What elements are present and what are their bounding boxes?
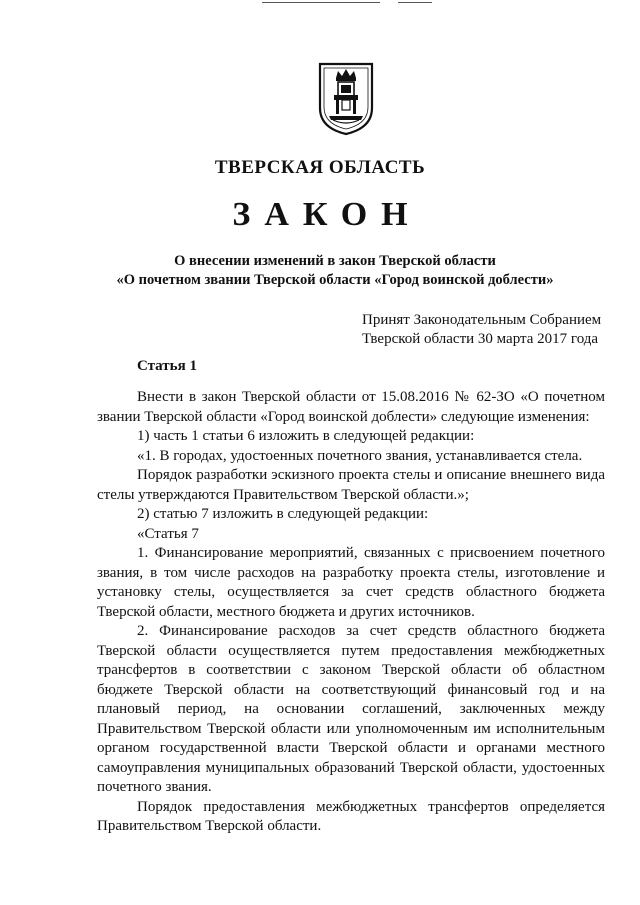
law-heading: ЗАКОН — [232, 196, 422, 233]
scan-artifact-line — [398, 2, 432, 3]
document-title — [60, 252, 610, 290]
paragraph: «Статья 7 — [137, 525, 199, 542]
tver-coat-of-arms-icon — [317, 62, 375, 136]
article-body — [97, 388, 605, 837]
adoption-line: Тверской области 30 марта 2017 года — [362, 331, 599, 347]
title-line: «О почетном звании Тверской области «Город воинской доблести» — [116, 272, 554, 288]
paragraph: «1. В городах, удостоенных почетного звания, устанавливается стела. — [137, 447, 583, 464]
paragraph: 2. Финансирование расходов за счет средств областного бюджета Тверской области осуществляется путем предоставления межбюджетных трансфертов в соответствии с законом Тверской области об областном бюджете Тверской области на соответствующий финансовый год и на плановый период, на основании соглашений, заключенных между Правительством Тверской области или уполномоченным им исполнительным органом государственной власти Тверской области и органами местного самоуправления муниципальных образований Тверской области, удостоенных почетного звания. — [97, 623, 605, 795]
region-heading: ТВЕРСКАЯ ОБЛАСТЬ — [214, 157, 426, 178]
title-line: О внесении изменений в закон Тверской области — [174, 253, 496, 269]
paragraph: 2) статью 7 изложить в следующей редакции: — [137, 506, 429, 522]
article-heading: Статья 1 — [137, 358, 197, 374]
paragraph: 1) часть 1 статьи 6 изложить в следующей редакции: — [137, 428, 475, 444]
paragraph: 1. Финансирование мероприятий, связанных с присвоением почетного звания, в том числе расходов на разработку проекта стелы, изготовление и установку стелы, осуществляется за счет средств областного бюджета Тверской области, местного бюджета и других источников. — [97, 545, 605, 620]
adoption-note — [362, 311, 601, 349]
scan-artifact-line — [262, 2, 380, 3]
adoption-line: Принят Законодательным Собранием — [362, 312, 602, 328]
paragraph: Порядок предоставления межбюджетных трансфертов определяется Правительством Тверской области. — [97, 798, 605, 834]
paragraph: Порядок разработки эскизного проекта стелы и описание внешнего вида стелы утверждаются Правительством Тверской области.»; — [97, 467, 605, 503]
paragraph: Внести в закон Тверской области от 15.08.2016 № 62-ЗО «О почетном звании Тверской области «Город воинской доблести» следующие изменения: — [97, 389, 605, 425]
